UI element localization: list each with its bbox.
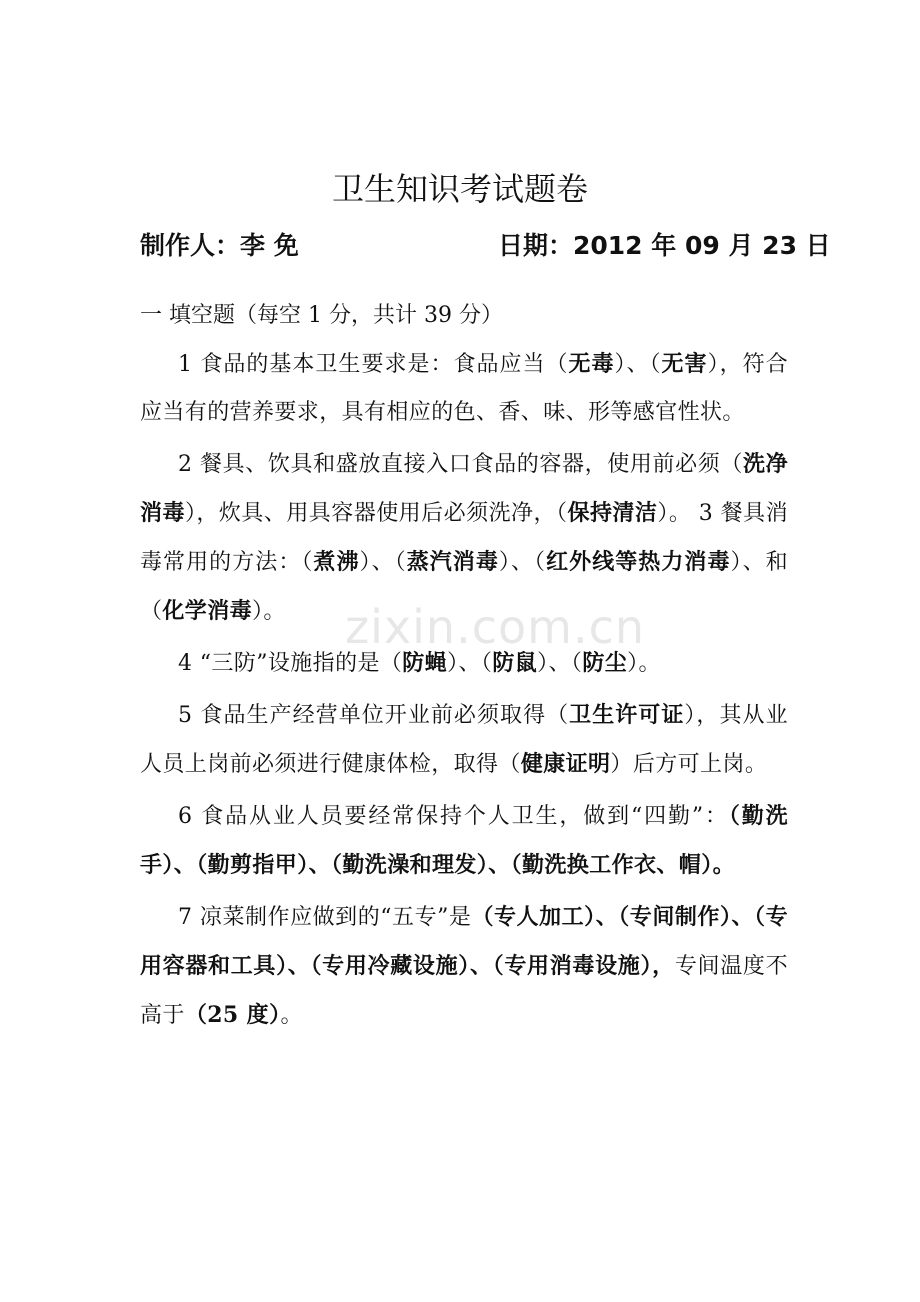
- question-text: ）、（: [359, 550, 407, 575]
- question-text: 7 凉菜制作应做到的“五专”是: [178, 905, 472, 930]
- question-text: 。: [280, 1003, 303, 1028]
- question-text: 4 “三防”设施指的是（: [178, 651, 403, 676]
- answer-text: 健康证明: [520, 751, 611, 777]
- answer-text: （25 度）: [184, 1002, 281, 1028]
- section-heading: 一 填空题（每空 1 分，共计 39 分）: [140, 303, 503, 328]
- answer-text: 保持清洁: [567, 500, 658, 526]
- answer-text: 防鼠: [492, 650, 538, 676]
- answer-text: 洗净消毒: [140, 451, 788, 526]
- question-text: ）、（: [614, 352, 662, 377]
- exam-content: [140, 292, 788, 1043]
- question-text: ）。 3 餐具消毒常用的方法：（: [140, 501, 788, 575]
- question-text: ）、（: [537, 651, 583, 676]
- answer-text: 红外线等热力消毒: [546, 549, 731, 575]
- question-text: 2 餐具、饮具和盛放直接入口食品的容器，使用前必须（: [178, 452, 743, 477]
- question-text: ），符合应当有的营养要求，具有相应的色、香、味、形等感官性状。: [140, 352, 788, 425]
- question-paragraph: [140, 792, 788, 890]
- answer-text: （勤洗手）、（勤剪指甲）、（勤洗澡和理发）、（勤洗换工作衣、帽）。: [140, 803, 788, 878]
- question-text: ）、（: [498, 550, 547, 575]
- date-label: 日期：2012 年 09 月 23 日: [498, 231, 831, 260]
- question-text: ），其从业人员上岗前必须进行健康体检，取得（: [140, 703, 788, 777]
- question-paragraph: [140, 893, 788, 1040]
- answer-text: 防蝇: [402, 650, 448, 676]
- watermark: zixin.com.cn: [345, 600, 646, 654]
- answer-text: 无毒: [568, 351, 615, 377]
- question-text: ）。: [627, 651, 661, 676]
- document-title: 卫生知识考试题卷: [331, 170, 588, 209]
- answer-text: 煮沸: [313, 549, 360, 575]
- answer-text: （专人加工）、（专间制作）、（专用容器和工具）、（专用冷藏设施）、（专用消毒设施），: [140, 904, 788, 979]
- question-text: ）、和（: [140, 550, 789, 624]
- question-text: ），炊具、用具容器使用后必须洗净，（: [184, 501, 568, 526]
- question-text: 5 食品生产经营单位开业前必须取得（: [178, 703, 570, 728]
- question-text: ）后方可上岗。: [610, 752, 768, 777]
- question-paragraph: [140, 639, 788, 688]
- answer-text: 化学消毒: [162, 598, 253, 624]
- question-paragraph: [140, 691, 788, 789]
- answer-text: 蒸汽消毒: [406, 549, 499, 575]
- question-list: [140, 340, 788, 1040]
- question-paragraph: [140, 440, 788, 636]
- question-text: 6 食品从业人员要经常保持个人卫生，做到“四勤”：: [178, 804, 729, 829]
- question-paragraph: [140, 340, 788, 437]
- question-text: ）、（: [447, 651, 493, 676]
- author-label: 制作人：李 免: [140, 231, 299, 260]
- question-text: 专间温度不高于: [140, 954, 788, 1028]
- question-text: ）。: [252, 599, 286, 624]
- answer-text: 无害: [661, 351, 708, 377]
- answer-text: 防尘: [582, 650, 628, 676]
- answer-text: 卫生许可证: [569, 702, 685, 728]
- question-text: 1 食品的基本卫生要求是：食品应当（: [178, 352, 569, 377]
